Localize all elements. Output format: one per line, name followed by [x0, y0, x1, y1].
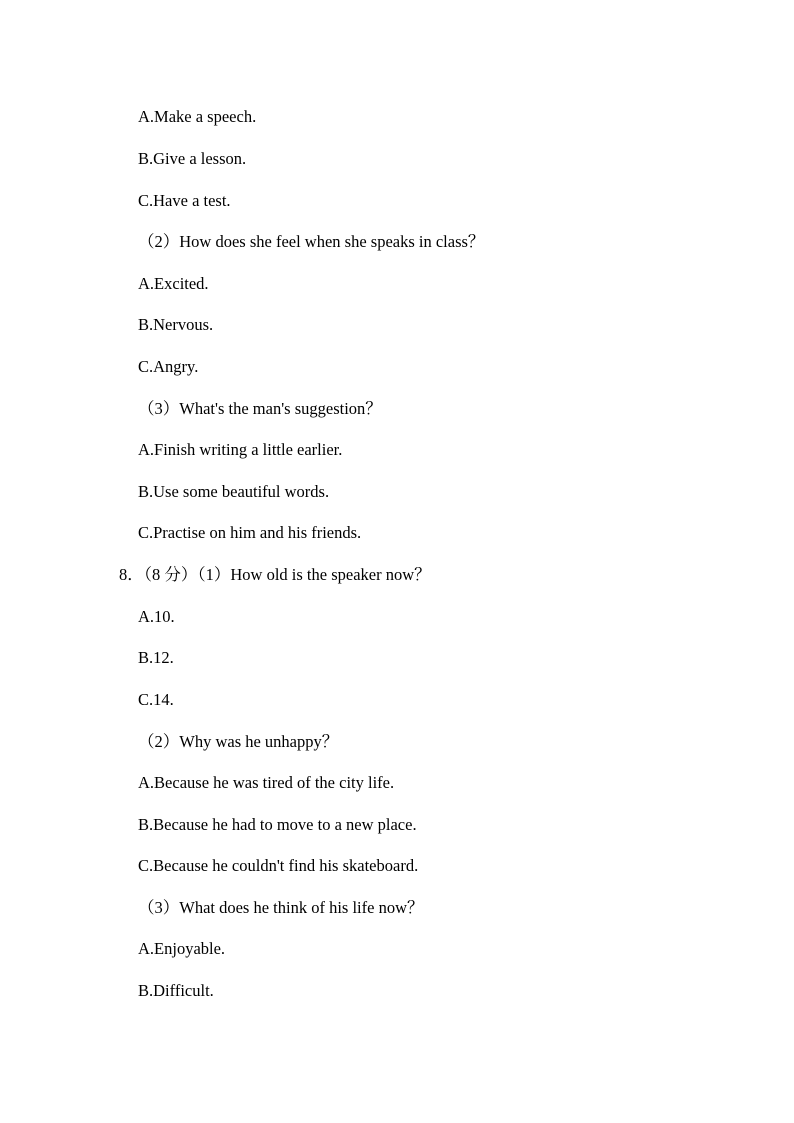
option-line: A.Make a speech. — [138, 107, 257, 126]
option-line: A.Because he was tired of the city life. — [138, 773, 395, 792]
option-line: C.Practise on him and his friends. — [138, 523, 362, 542]
option-line: A.Enjoyable. — [138, 939, 226, 958]
subquestion-line: （3）What does he think of his life now？ — [138, 898, 424, 917]
option-line: C.Because he couldn't find his skateboard. — [138, 856, 419, 875]
option-line: B.Nervous. — [138, 315, 214, 334]
question-line: 8．（8 分）（1）How old is the speaker now？ — [119, 565, 431, 584]
option-line: B.Because he had to move to a new place. — [138, 815, 417, 834]
option-line: A.Finish writing a little earlier. — [138, 440, 343, 459]
option-line: A.Excited. — [138, 274, 209, 293]
option-line: C.Have a test. — [138, 191, 231, 210]
option-line: C.14. — [138, 690, 174, 709]
option-line: B.12. — [138, 648, 174, 667]
subquestion-line: （3）What's the man's suggestion？ — [138, 399, 382, 418]
option-line: B.Use some beautiful words. — [138, 482, 330, 501]
subquestion-line: （2）How does she feel when she speaks in class？ — [138, 232, 485, 251]
option-line: C.Angry. — [138, 357, 199, 376]
option-line: B.Give a lesson. — [138, 149, 247, 168]
option-line: A.10. — [138, 607, 175, 626]
subquestion-line: （2）Why was he unhappy？ — [138, 732, 339, 751]
option-line: B.Difficult. — [138, 981, 214, 1000]
